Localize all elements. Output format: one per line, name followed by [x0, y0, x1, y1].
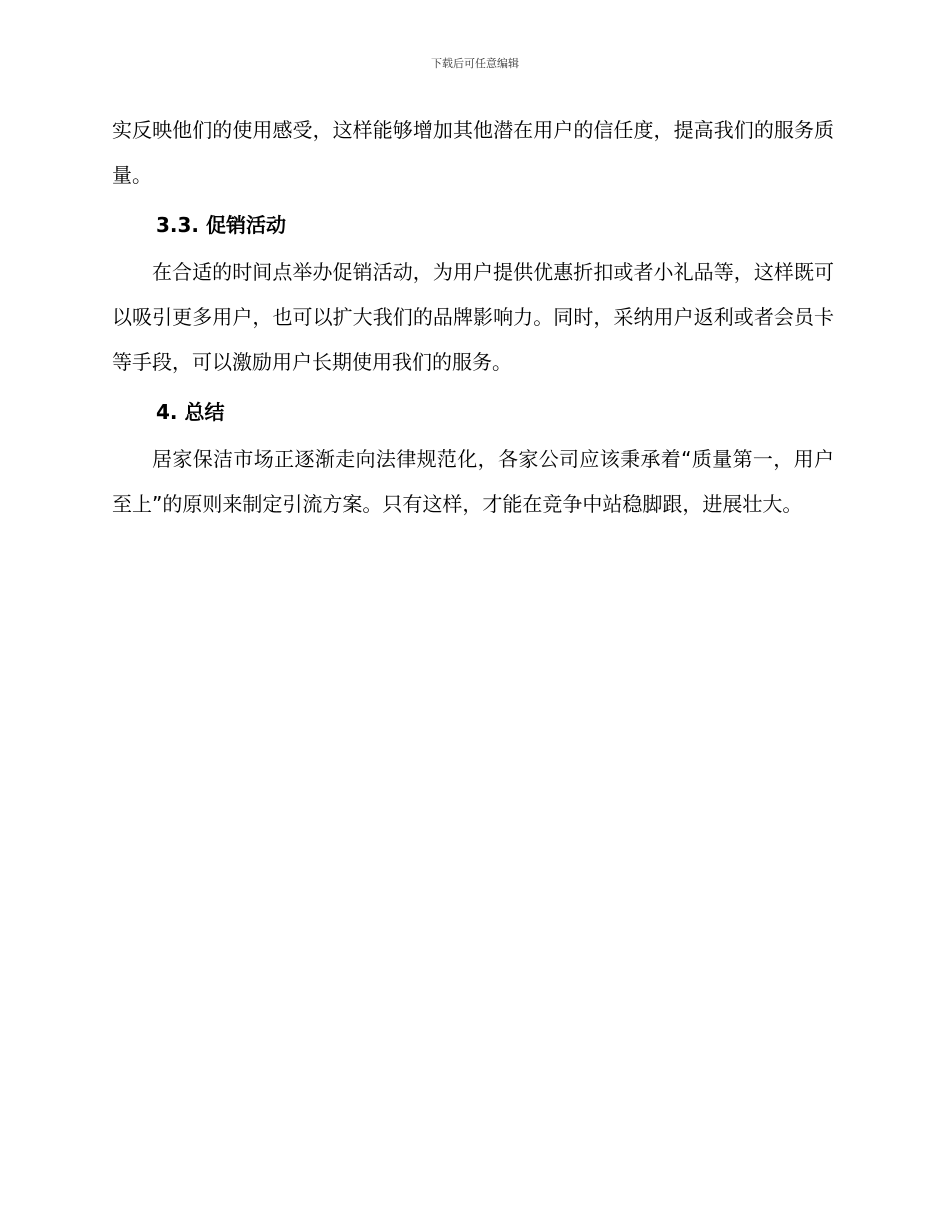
paragraph-promotions: 在合适的时间点举办促销活动，为用户提供优惠折扣或者小礼品等，这样既可以吸引更多用户，也可以扩大我们的品牌影响力。同时，采纳用户返利或者会员卡等手段，可以激励用户长期使用我们的服务。	[112, 260, 834, 374]
section-heading-promotions: 3.3. 促销活动	[156, 213, 286, 237]
section-heading-summary: 4. 总结	[156, 400, 225, 424]
document-body	[112, 108, 834, 527]
paragraph-summary: 居家保洁市场正逐渐走向法律规范化，各家公司应该秉承着“质量第一，用户至上”的原则来制定引流方案。只有这样，才能在竞争中站稳脚跟，进展壮大。	[112, 447, 834, 516]
page-header: 下载后可任意编辑	[431, 57, 519, 70]
paragraph-continuation: 实反映他们的使用感受，这样能够增加其他潜在用户的信任度，提高我们的服务质量。	[112, 118, 834, 187]
